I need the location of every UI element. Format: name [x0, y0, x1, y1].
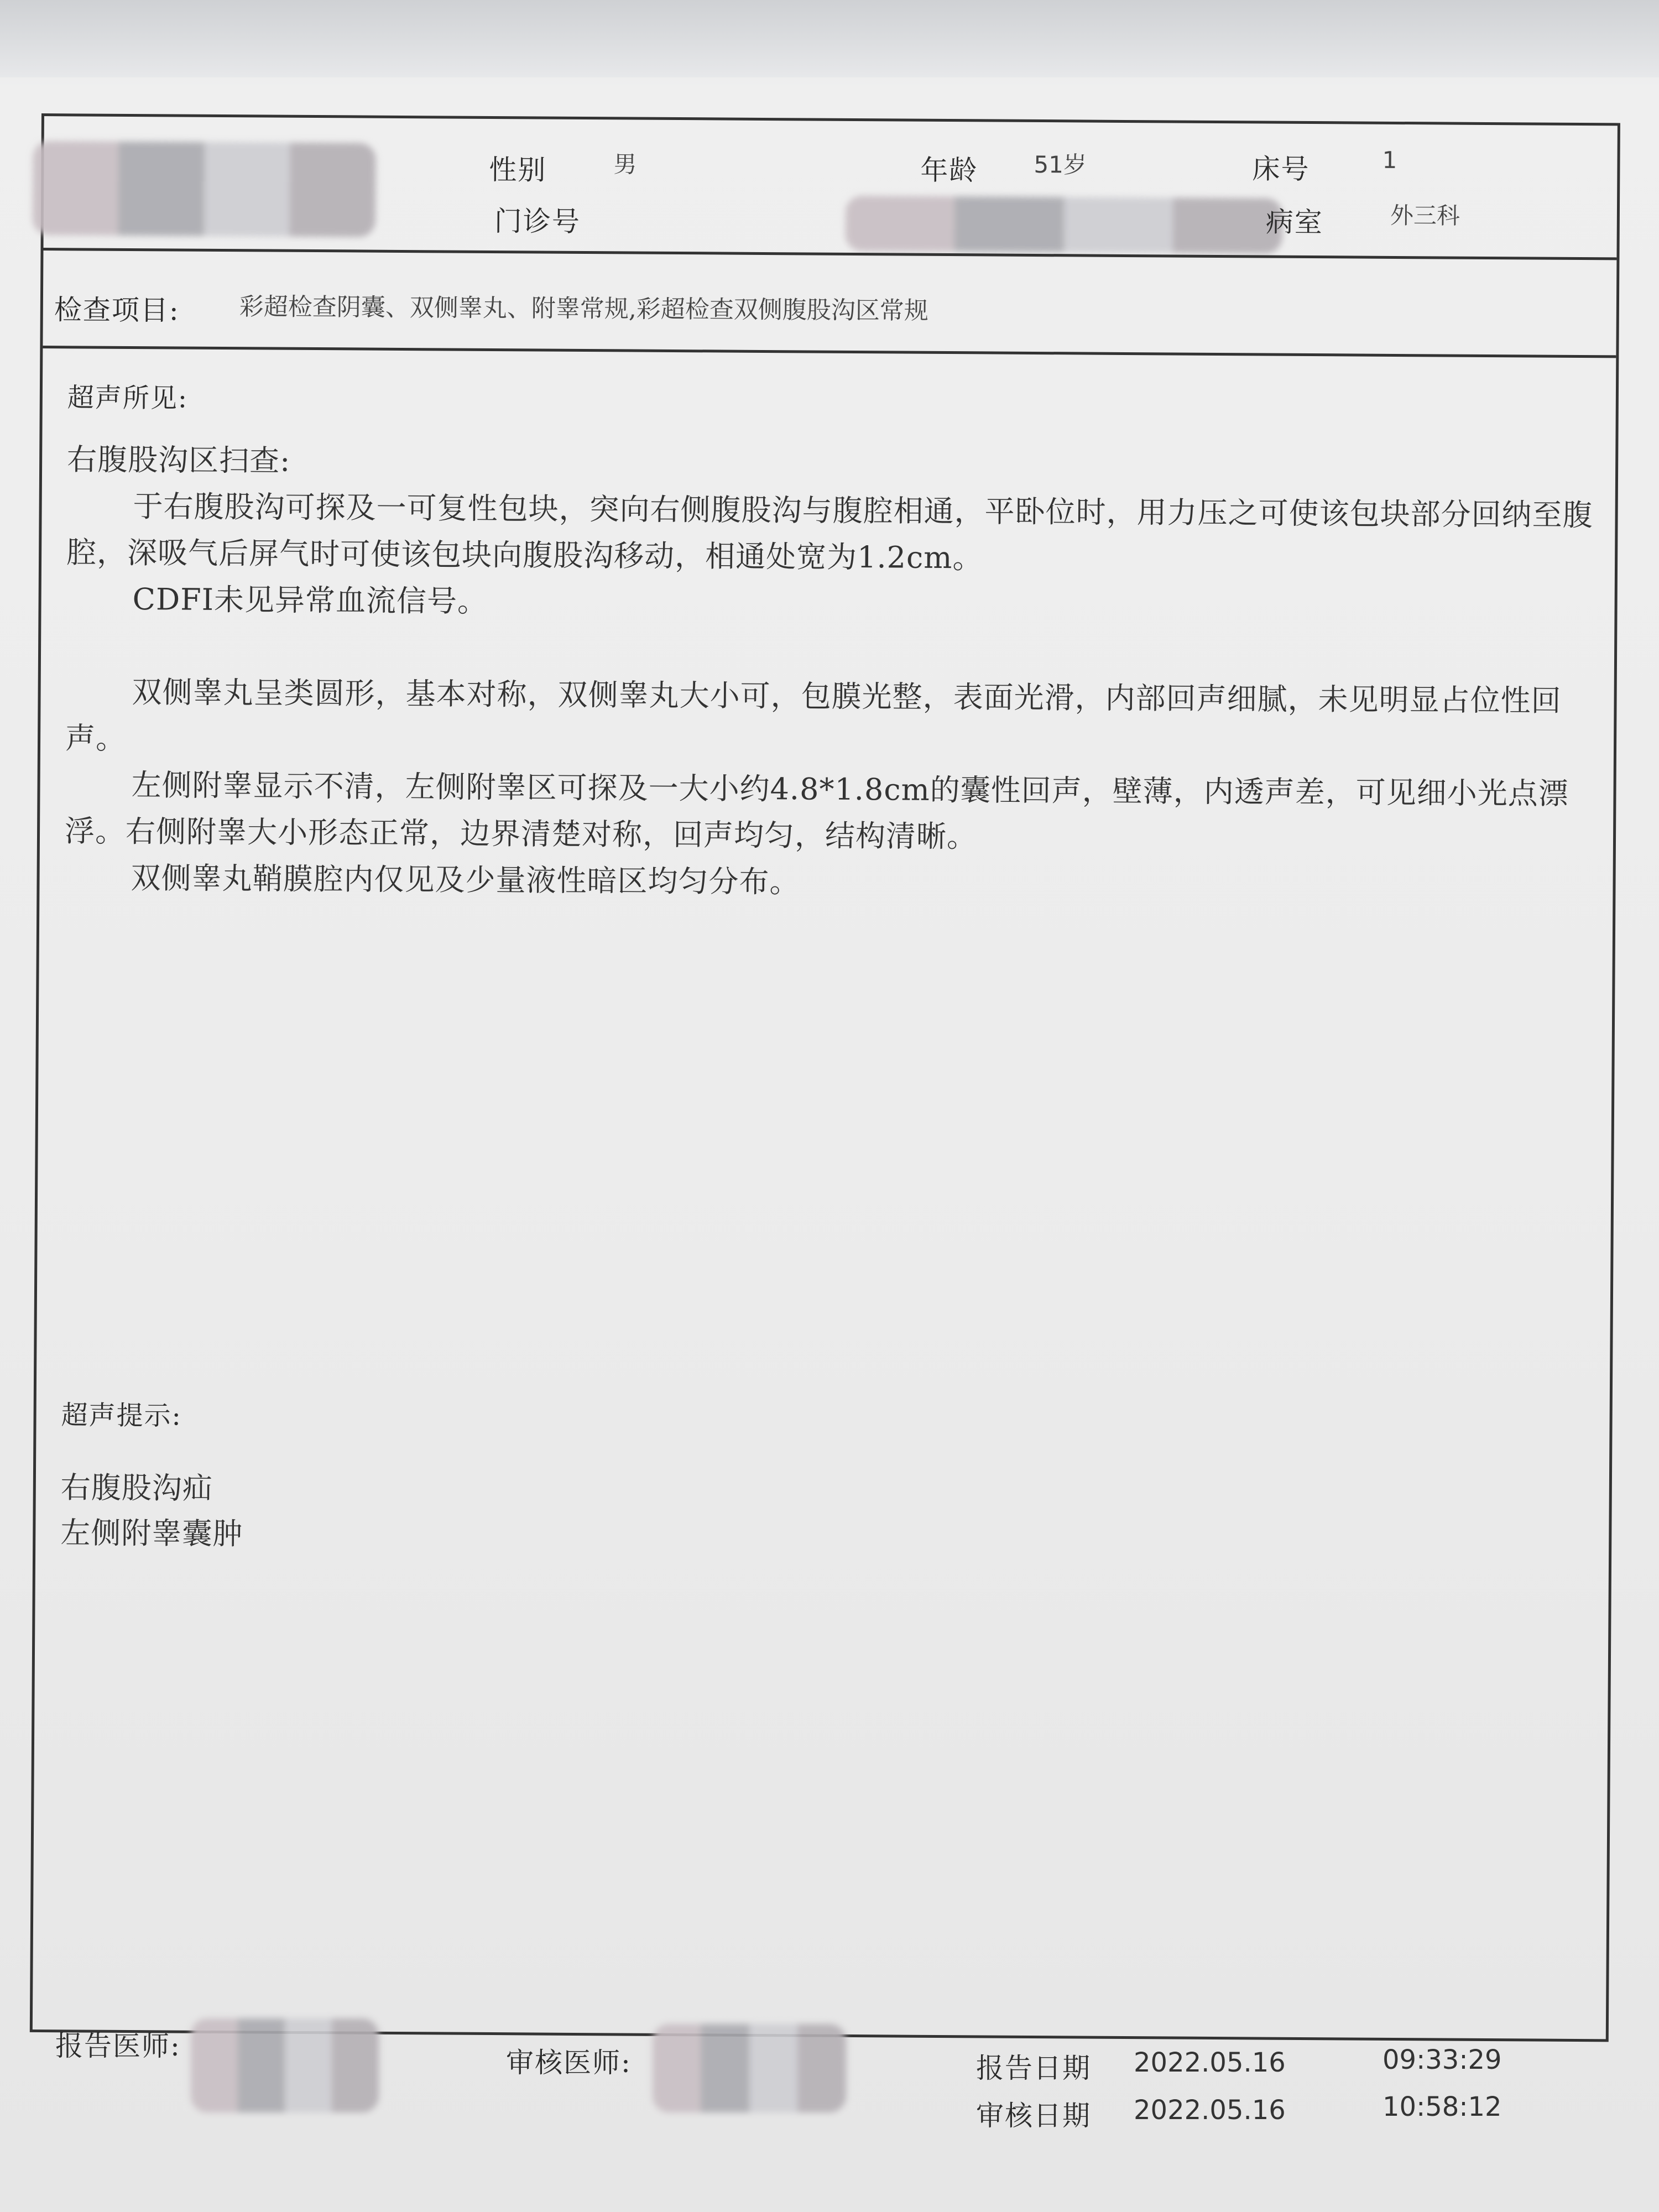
report-doctor-label: 报告医师:	[55, 2030, 181, 2062]
conclusion-body	[60, 1465, 1587, 1565]
header-divider	[43, 248, 1616, 260]
ward-value: 外三科	[1390, 201, 1460, 229]
outpatient-number-label: 门诊号	[494, 205, 581, 238]
gender-value: 男	[613, 150, 637, 178]
review-date-label: 审核日期	[976, 2100, 1091, 2132]
exam-items-value: 彩超检查阴囊、双侧睾丸、附睾常规,彩超检查双侧腹股沟区常规	[239, 293, 928, 325]
conclusion-item: 左侧附睾囊肿	[60, 1515, 243, 1552]
findings-paragraph: 于右腹股沟可探及一可复性包块，突向右侧腹股沟与腹腔相通，平卧位时，用力压之可使该包块部分回纳至腹腔，深吸气后屏气时可使该包块向腹股沟移动，相通处宽为1.2cm。	[66, 489, 1593, 576]
age-value: 51岁	[1034, 150, 1087, 179]
review-doctor-label: 审核医师:	[506, 2047, 632, 2079]
findings-paragraph: 左侧附睾显示不清，左侧附睾区可探及一大小约4.8*1.8cm的囊性回声，壁薄，内透声差，可见细小光点漂浮。右侧附睾大小形态正常，边界清楚对称，回声均匀，结构清晰。	[64, 768, 1569, 854]
gender-label: 性别	[489, 153, 547, 186]
redacted-report-doctor	[191, 2018, 379, 2112]
conclusion-section	[60, 1394, 1588, 1565]
age-label: 年龄	[920, 154, 978, 187]
report-time: 09:33:29	[1383, 2044, 1502, 2075]
conclusion-item: 右腹股沟疝	[60, 1470, 213, 1506]
redacted-review-doctor	[653, 2024, 846, 2112]
report-date-label: 报告日期	[976, 2052, 1091, 2084]
review-time: 10:58:12	[1383, 2091, 1502, 2122]
review-date: 2022.05.16	[1134, 2095, 1286, 2126]
bed-label: 床号	[1252, 153, 1310, 186]
findings-subheading: 右腹股沟区扫查:	[66, 442, 291, 478]
conclusion-title: 超声提示:	[61, 1400, 182, 1432]
redacted-patient-name	[33, 141, 376, 237]
report-frame	[30, 113, 1620, 2042]
findings-body	[64, 436, 1593, 910]
bed-value: 1	[1382, 146, 1397, 174]
exam-divider	[43, 346, 1616, 358]
report-date: 2022.05.16	[1134, 2047, 1286, 2078]
findings-paragraph: 双侧睾丸鞘膜腔内仅见及少量液性暗区均匀分布。	[131, 860, 800, 900]
findings-title: 超声所见:	[67, 382, 189, 414]
exam-items-label: 检查项目:	[54, 294, 180, 327]
findings-paragraph: CDFI未见异常血流信号。	[132, 582, 488, 619]
paper-background-edge	[0, 0, 1659, 77]
findings-paragraph: 双侧睾丸呈类圆形，基本对称，双侧睾丸大小可，包膜光整，表面光滑，内部回声细腻，未见明显占位性回声。	[65, 675, 1562, 756]
findings-section	[64, 376, 1594, 910]
redacted-admission-number	[846, 196, 1283, 254]
ward-label: 病室	[1265, 206, 1324, 239]
